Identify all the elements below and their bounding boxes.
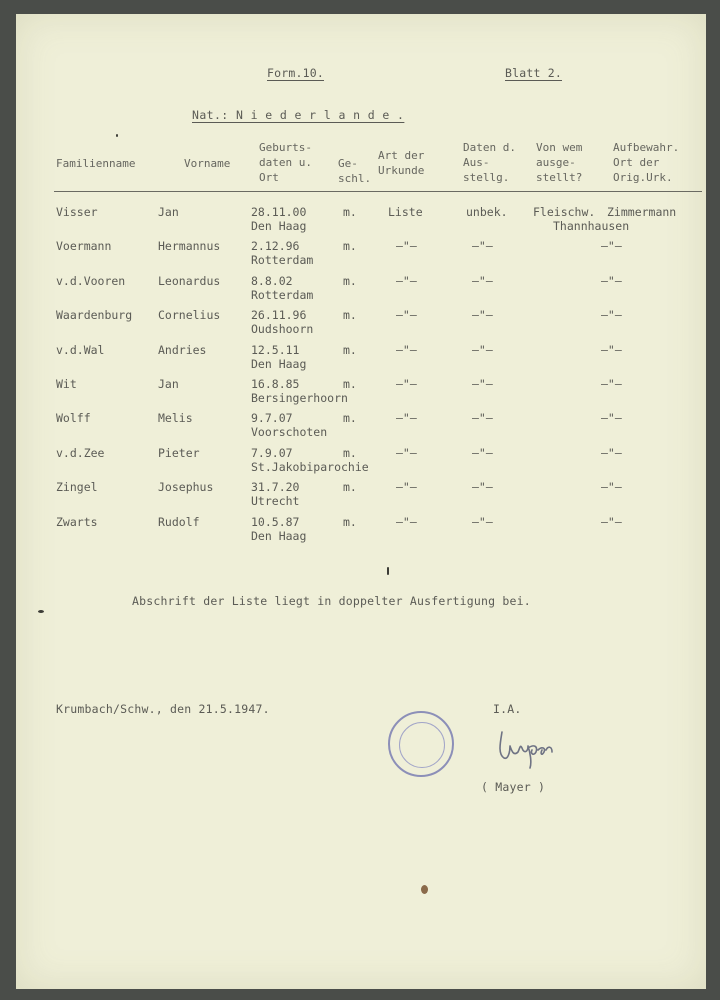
cell-doc: –"– [396, 411, 417, 425]
nationality-heading: Nat.: N i e d e r l a n d e . [192, 108, 405, 122]
cell-issued: –"– [472, 515, 493, 529]
cell-keep: –"– [601, 239, 622, 253]
cell-surname: Zingel [56, 480, 98, 494]
cell-place: St.Jakobiparochie [251, 460, 369, 474]
cell-keep: –"– [601, 274, 622, 288]
cell-doc: Liste [388, 205, 423, 219]
cell-date: 8.8.02 [251, 274, 293, 288]
cell-date: 26.11.96 [251, 308, 307, 322]
cell-first: Pieter [158, 446, 200, 460]
cell-place: Voorschoten [251, 425, 328, 439]
cell-place: Den Haag [251, 529, 307, 543]
cell-doc: –"– [396, 343, 417, 357]
form-label: Form.10. [267, 66, 324, 80]
cell-surname: v.d.Vooren [56, 274, 126, 288]
duplicate-note: Abschrift der Liste liegt in doppelter Ausfertigung bei. [132, 594, 531, 608]
cell-doc: –"– [396, 515, 417, 529]
cell-sex: m. [343, 515, 357, 529]
cell-sex: m. [343, 377, 357, 391]
cell-sex: m. [343, 480, 357, 494]
cell-surname: Zwarts [56, 515, 98, 529]
ia-label: I.A. [493, 702, 522, 716]
cell-first: Josephus [158, 480, 214, 494]
cell-sex: m. [343, 205, 357, 219]
cell-issued: –"– [472, 480, 493, 494]
cell-place: Utrecht [251, 494, 300, 508]
cell-first: Jan [158, 377, 179, 391]
cell-sex: m. [343, 446, 357, 460]
cell-keep: –"– [601, 446, 622, 460]
cell-place: Oudshoorn [251, 322, 314, 336]
header-rule [54, 191, 702, 192]
cell-date: 28.11.00 [251, 205, 307, 219]
col-first-name: Vorname [184, 157, 231, 170]
cell-date: 2.12.96 [251, 239, 300, 253]
cell-by2: Thannhausen [553, 219, 630, 233]
paper-speck [38, 610, 44, 613]
cell-place: Bersingerhoorn [251, 391, 348, 405]
cell-surname: v.d.Wal [56, 343, 105, 357]
document-page [16, 14, 706, 989]
cell-doc: –"– [396, 274, 417, 288]
cell-issued: –"– [472, 446, 493, 460]
cell-first: Hermannus [158, 239, 221, 253]
cell-first: Jan [158, 205, 179, 219]
cell-issued: unbek. [466, 205, 508, 219]
cell-date: 10.5.87 [251, 515, 300, 529]
cell-doc: –"– [396, 480, 417, 494]
cell-date: 7.9.07 [251, 446, 293, 460]
cell-first: Melis [158, 411, 193, 425]
cell-sex: m. [343, 274, 357, 288]
cell-keep: –"– [601, 377, 622, 391]
cell-doc: –"– [396, 239, 417, 253]
col-birth-data: Geburts- daten u. Ort [259, 141, 312, 184]
cell-surname: Waardenburg [56, 308, 133, 322]
cell-keep: –"– [601, 343, 622, 357]
cell-place: Den Haag [251, 219, 307, 233]
place-date: Krumbach/Schw., den 21.5.1947. [56, 702, 270, 716]
col-surname: Familienname [56, 157, 136, 170]
cell-issued: –"– [472, 274, 493, 288]
official-stamp [388, 711, 454, 777]
cell-surname: Wolff [56, 411, 91, 425]
handwritten-signature [494, 722, 574, 774]
cell-keep: –"– [601, 308, 622, 322]
cell-doc: –"– [396, 308, 417, 322]
paper-speck [387, 567, 389, 575]
cell-sex: m. [343, 411, 357, 425]
cell-surname: Visser [56, 205, 98, 219]
cell-first: Leonardus [158, 274, 221, 288]
cell-first: Cornelius [158, 308, 221, 322]
cell-issued: –"– [472, 343, 493, 357]
cell-issued: –"– [472, 411, 493, 425]
col-document-type: Art der Urkunde [378, 149, 425, 177]
cell-date: 9.7.07 [251, 411, 293, 425]
cell-keep: –"– [601, 480, 622, 494]
cell-keep: –"– [601, 411, 622, 425]
col-issue-date: Daten d. Aus- stellg. [463, 141, 516, 184]
cell-keep: Zimmermann [607, 205, 677, 219]
cell-first: Rudolf [158, 515, 200, 529]
cell-first: Andries [158, 343, 207, 357]
cell-issued: –"– [472, 239, 493, 253]
col-sex: Ge- schl. [338, 157, 372, 185]
cell-issued: –"– [472, 377, 493, 391]
cell-surname: Voermann [56, 239, 112, 253]
cell-sex: m. [343, 239, 357, 253]
cell-date: 16.8.85 [251, 377, 300, 391]
cell-surname: Wit [56, 377, 77, 391]
cell-doc: –"– [396, 377, 417, 391]
paper-speck [116, 134, 118, 137]
cell-date: 31.7.20 [251, 480, 300, 494]
cell-place: Rotterdam [251, 253, 314, 267]
cell-sex: m. [343, 308, 357, 322]
signer-name: ( Mayer ) [481, 780, 546, 794]
cell-surname: v.d.Zee [56, 446, 105, 460]
cell-sex: m. [343, 343, 357, 357]
col-storage-place: Aufbewahr. Ort der Orig.Urk. [613, 141, 680, 184]
cell-place: Rotterdam [251, 288, 314, 302]
cell-place: Den Haag [251, 357, 307, 371]
paper-stain [421, 885, 428, 894]
col-issued-by: Von wem ausge- stellt? [536, 141, 583, 184]
cell-keep: –"– [601, 515, 622, 529]
cell-issued: –"– [472, 308, 493, 322]
cell-by: Fleischw. [533, 205, 596, 219]
cell-date: 12.5.11 [251, 343, 300, 357]
cell-doc: –"– [396, 446, 417, 460]
sheet-label: Blatt 2. [505, 66, 562, 80]
